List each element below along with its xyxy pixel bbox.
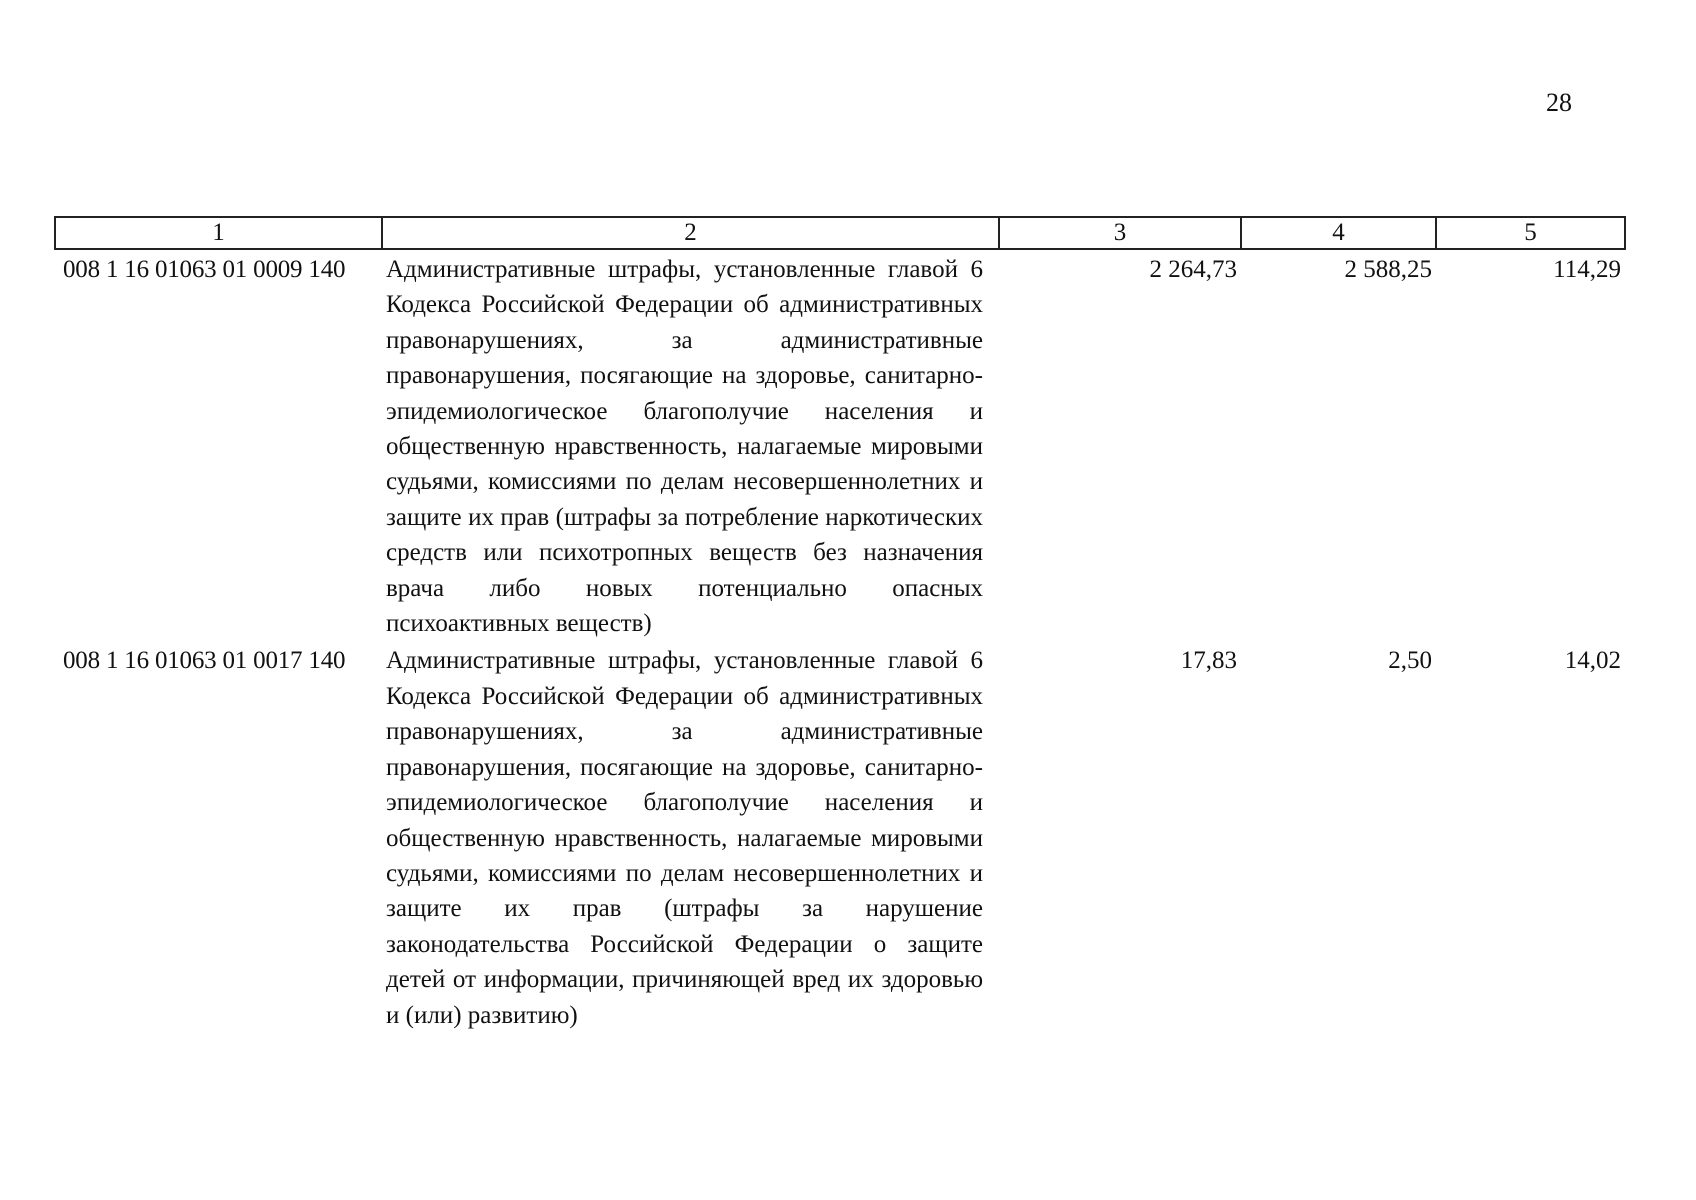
table-body [55, 249, 1625, 1033]
header-col-2: 2 [382, 217, 999, 249]
row-col-5: 14,02 [1564, 647, 1621, 675]
row-col-5: 114,29 [1553, 256, 1621, 283]
row-col-3: 17,83 [1180, 647, 1237, 675]
header-col-3: 3 [999, 217, 1241, 249]
table-header [55, 217, 1625, 249]
header-row [55, 217, 1625, 249]
page-number: 28 [1546, 88, 1572, 117]
header-col-4: 4 [1241, 217, 1436, 249]
table-row [55, 641, 1625, 1032]
table-row [55, 249, 1625, 641]
row-description: Административные штрафы, установленные главой 6 Кодекса Российской Федерации об административных правонарушениях, за административные правонарушения, посягающие на здоровье, санитарно-эпидемиологическое благополучие населения и общественную нравственность, налагаемые мировыми судьями, комиссиями по делам несовершеннолетних и защите их прав (штрафы за потребление наркотических средств или психотропных веществ без назначения врача либо новых потенциально опасных психоактивных веществ) [386, 256, 983, 638]
row-description: Административные штрафы, установленные главой 6 Кодекса Российской Федерации об административных правонарушениях, за административные правонарушения, посягающие на здоровье, санитарно-эпидемиологическое благополучие населения и общественную нравственность, налагаемые мировыми судьями, комиссиями по делам несовершеннолетних и защите их прав (штрафы за нарушение законодательства Российской Федерации о защите детей от информации, причиняющей вред их здоровью и (или) развитию) [386, 647, 983, 1029]
row-code: 008 1 16 01063 01 0017 140 [63, 647, 346, 675]
row-col-4: 2 588,25 [1344, 256, 1432, 283]
row-code: 008 1 16 01063 01 0009 140 [63, 256, 346, 283]
row-col-4: 2,50 [1388, 647, 1432, 675]
header-col-1: 1 [55, 217, 382, 249]
header-col-5: 5 [1436, 217, 1625, 249]
row-col-3: 2 264,73 [1149, 256, 1237, 283]
budget-table [54, 216, 1626, 1033]
